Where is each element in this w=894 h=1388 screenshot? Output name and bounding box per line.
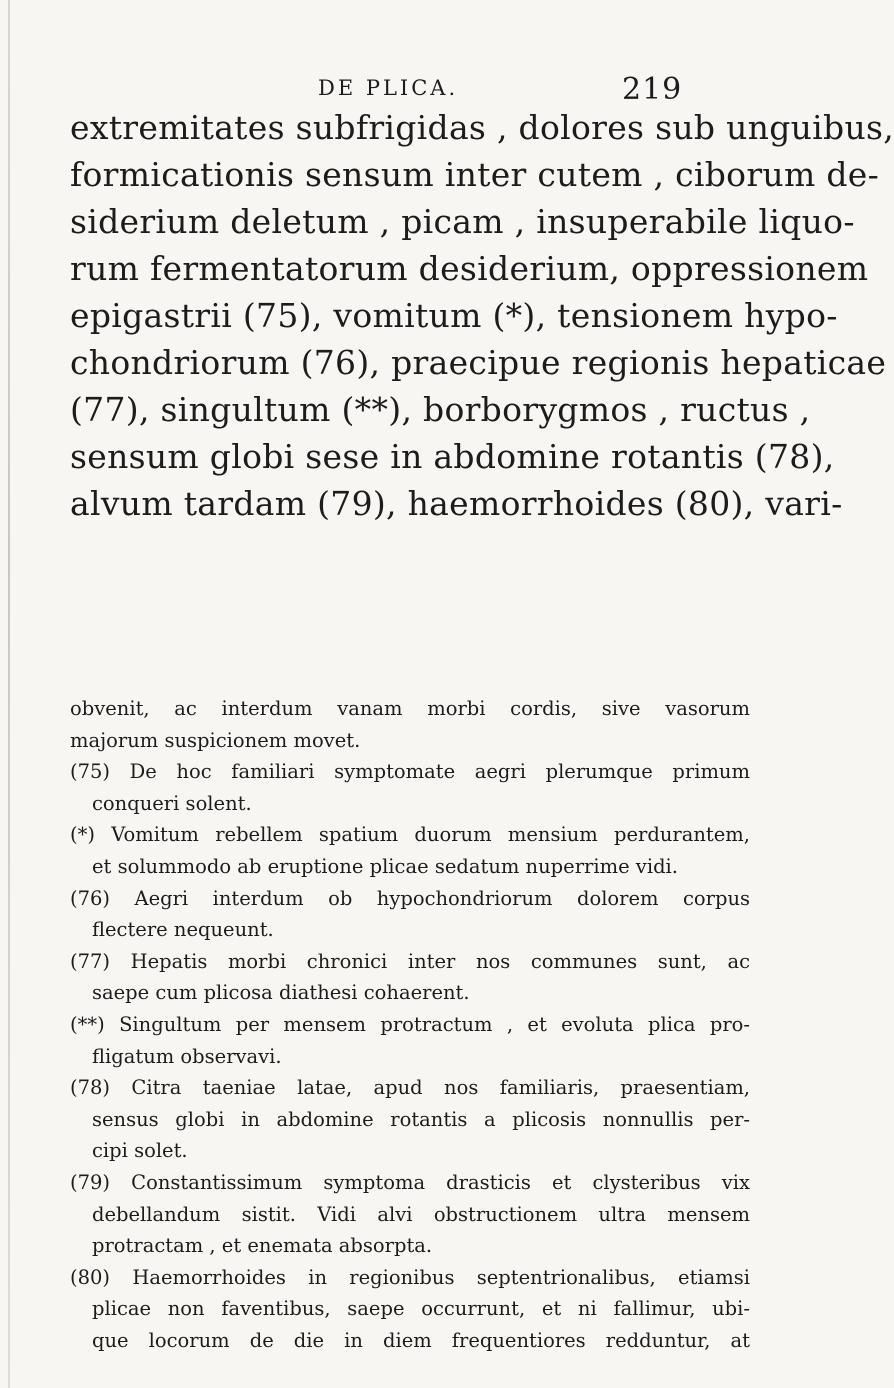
footnote-marker: (75) xyxy=(70,760,111,784)
text-line: extremitates subfrigidas , dolores sub unguibus, xyxy=(70,108,894,147)
footnote-line: obvenit, ac interdum vanam morbi cordis, sive vasorum xyxy=(70,697,750,720)
page-gutter-edge xyxy=(8,0,10,1388)
footnote-line: majorum suspicionem movet. xyxy=(70,728,361,752)
footnote-line: saepe cum plicosa diathesi cohaerent. xyxy=(92,981,470,1005)
footnote-marker: (80) xyxy=(70,1265,111,1289)
footnote-line: sensus globi in abdomine rotantis a plicosis nonnullis per- xyxy=(92,1107,750,1131)
text-line: (77), singultum (**), borborygmos , ructus , xyxy=(70,390,811,429)
footnote-76 xyxy=(70,883,750,946)
main-text xyxy=(70,104,894,527)
text-line: siderium deletum , picam , insuperabile liquo- xyxy=(70,202,855,241)
footnote-line: Constantissimum symptoma drasticis et clysteribus vix xyxy=(131,1170,750,1194)
page-number: 219 xyxy=(622,72,683,107)
footnote-line: conqueri solent. xyxy=(92,791,252,815)
footnote-line: que locorum de die in diem frequentiores redduntur, at xyxy=(92,1328,750,1352)
footnote-line: Citra taeniae latae, apud nos familiaris, praesentiam, xyxy=(131,1076,751,1100)
footnote-line: protractam , et enemata absorpta. xyxy=(92,1234,433,1258)
footnote-80 xyxy=(70,1262,750,1357)
footnote-78 xyxy=(70,1072,750,1167)
footnote-79 xyxy=(70,1167,750,1262)
footnote-double-star xyxy=(70,1009,750,1072)
text-line: epigastrii (75), vomitum (*), tensionem hypo- xyxy=(70,296,838,335)
footnote-line: De hoc familiari symptomate aegri plerumque primum xyxy=(129,760,750,784)
footnote-marker: (76) xyxy=(70,886,111,910)
footnote-line: Aegri interdum ob hypochondriorum dolorem corpus xyxy=(134,886,751,910)
footnote-75 xyxy=(70,756,750,819)
footnote-marker: (77) xyxy=(70,949,111,973)
footnote-line: Singultum per mensem protractum , et evoluta plica pro- xyxy=(119,1012,750,1036)
footnote-line: Vomitum rebellem spatium duorum mensium perdurantem, xyxy=(111,823,750,847)
text-line: rum fermentatorum desiderium, oppressionem xyxy=(70,249,869,288)
footnote-star xyxy=(70,819,750,882)
text-line: alvum tardam (79), haemorrhoides (80), vari- xyxy=(70,484,843,523)
text-line: sensum globi sese in abdomine rotantis (78), xyxy=(70,437,835,476)
footnote-line: Haemorrhoides in regionibus septentrionalibus, etiamsi xyxy=(132,1265,751,1289)
footnote-line: flectere nequeunt. xyxy=(92,918,274,942)
footnote-marker: (**) xyxy=(70,1012,105,1036)
text-line: formicationis sensum inter cutem , ciborum de- xyxy=(70,155,880,194)
footnote-line: fligatum observavi. xyxy=(92,1044,282,1068)
footnote-marker: (78) xyxy=(70,1076,111,1100)
footnote-line: Hepatis morbi chronici inter nos communes sunt, ac xyxy=(130,949,751,973)
footnote-continued xyxy=(70,693,750,756)
footnote-marker: (*) xyxy=(70,823,95,847)
footnote-line: plicae non faventibus, saepe occurrunt, et ni fallimur, ubi- xyxy=(92,1297,750,1321)
footnote-77 xyxy=(70,946,750,1009)
footnote-line: debellandum sistit. Vidi alvi obstructionem ultra mensem xyxy=(92,1202,750,1226)
footnote-line: cipi solet. xyxy=(92,1139,188,1163)
footnote-marker: (79) xyxy=(70,1170,111,1194)
text-line: chondriorum (76), praecipue regionis hepaticae xyxy=(70,343,887,382)
running-title: DE PLICA. xyxy=(318,76,459,100)
footnote-line: et solummodo ab eruptione plicae sedatum nuperrime vidi. xyxy=(92,854,678,878)
footnotes xyxy=(70,693,750,1356)
